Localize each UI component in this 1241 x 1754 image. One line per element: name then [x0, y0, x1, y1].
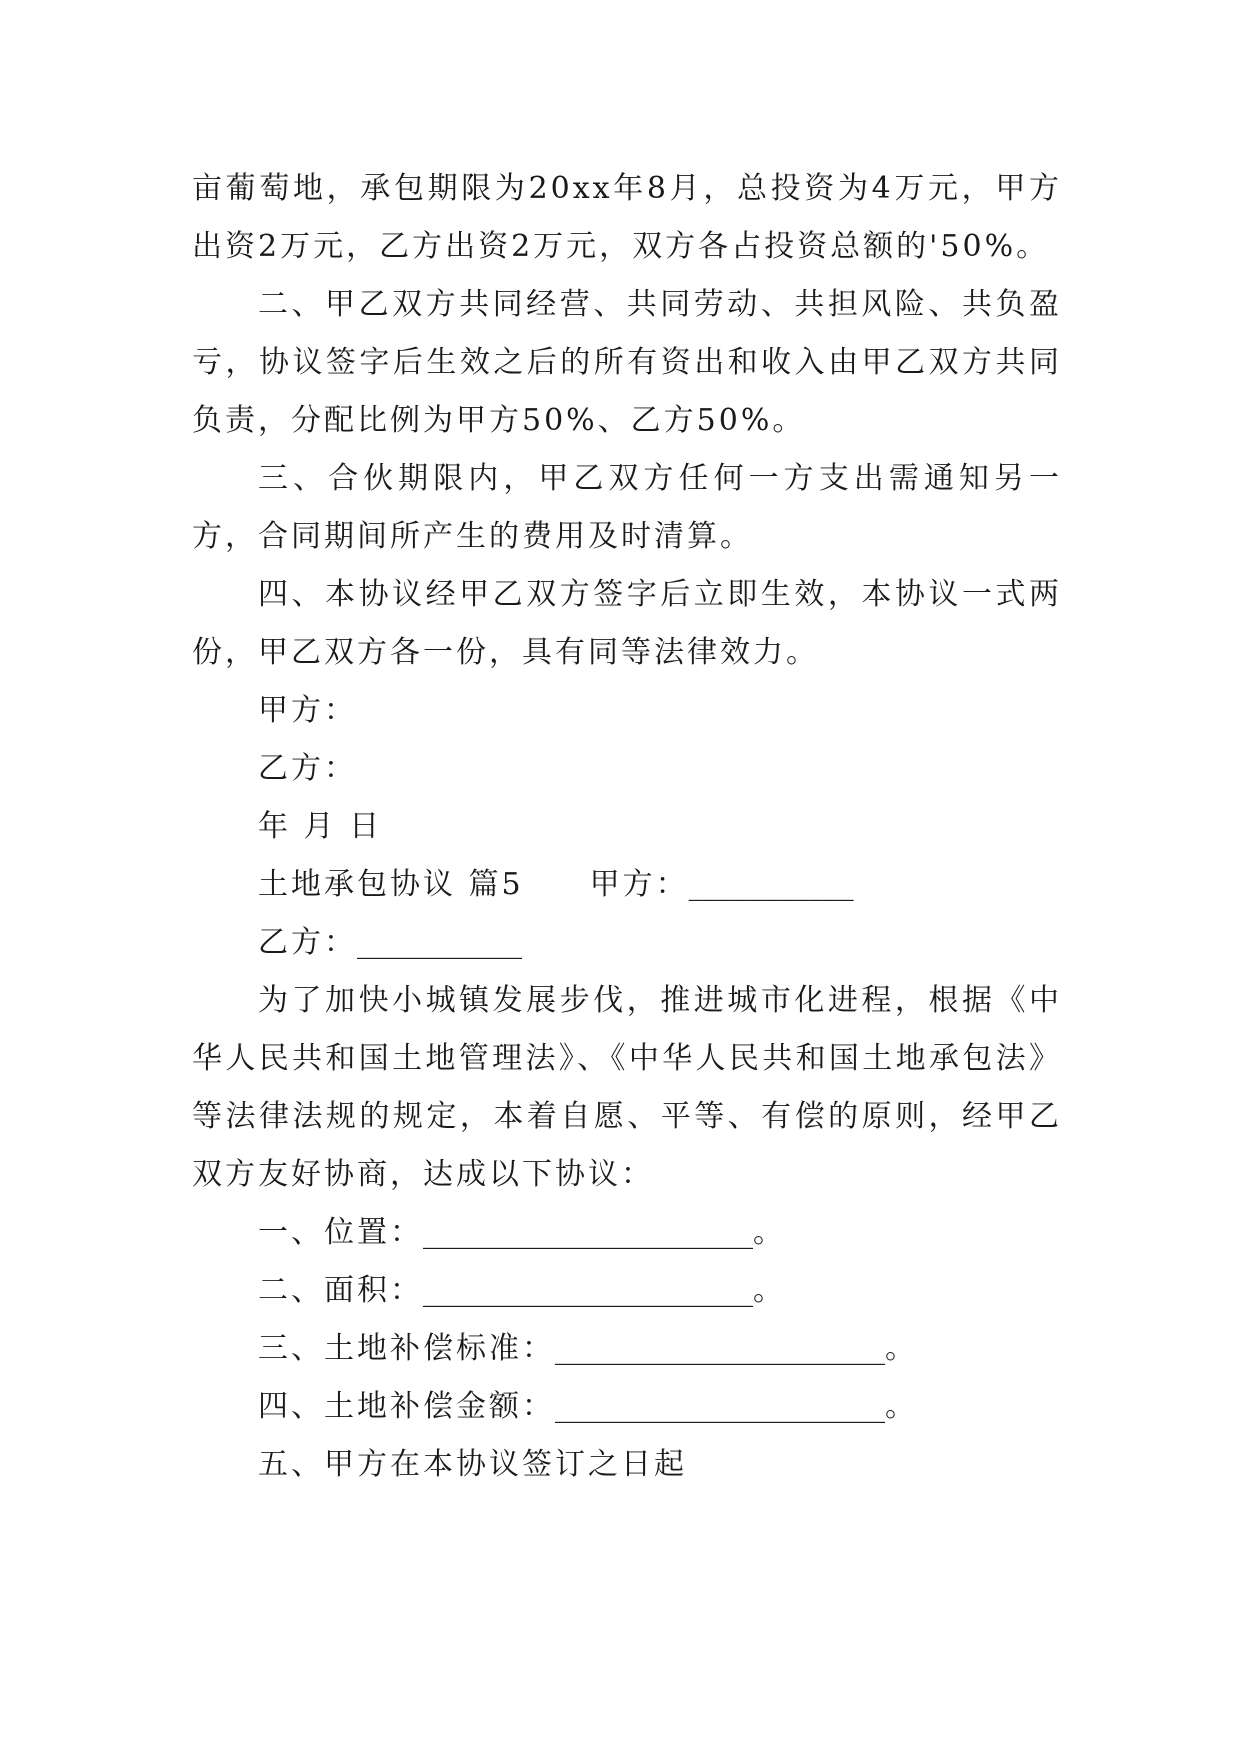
item-label: 二、面积：: [258, 1273, 423, 1308]
section-5-item-location: [192, 1204, 1062, 1262]
item-blank: ______________________: [423, 1215, 753, 1250]
item-end: 。: [753, 1215, 786, 1250]
signature-date: 年 月 日: [258, 809, 383, 844]
section-5-heading: 土地承包协议 篇5: [258, 867, 524, 902]
signature-party-a: 甲方：: [258, 693, 357, 728]
section-5-item-area: [192, 1262, 1062, 1320]
item-end: 。: [753, 1273, 786, 1308]
item-blank: ______________________: [555, 1389, 885, 1424]
paragraph-clause-4: 四、本协议经甲乙双方签字后立即生效，本协议一式两份，甲乙双方各一份，具有同等法律效力。: [192, 577, 1062, 670]
item-end: 。: [885, 1331, 918, 1366]
section-5-item-compensation-standard: [192, 1320, 1062, 1378]
paragraph-clause-2: 二、甲乙双方共同经营、共同劳动、共担风险、共负盈亏，协议签字后生效之后的所有资出和收入由甲乙双方共同负责，分配比例为甲方50%、乙方50%。: [192, 287, 1062, 438]
section-5-party-a-blank: ___________: [688, 867, 854, 902]
section-5-party-b-blank: ___________: [357, 925, 522, 960]
section-5-item-compensation-amount: [192, 1378, 1062, 1436]
item-blank: ______________________: [555, 1331, 885, 1366]
item-end: 。: [885, 1389, 918, 1424]
item-label: 一、位置：: [258, 1215, 423, 1250]
section-5-party-b-label: 乙方：: [258, 925, 357, 960]
document-body: [192, 160, 1062, 1494]
section-5-last-line: 五、甲方在本协议签订之日起: [258, 1447, 687, 1482]
section-5-party-b-line: [192, 914, 1062, 972]
item-label: 三、土地补偿标准：: [258, 1331, 555, 1366]
item-label: 四、土地补偿金额：: [258, 1389, 555, 1424]
paragraph-investment: 亩葡萄地，承包期限为20xx年8月，总投资为4万元，甲方出资2万元，乙方出资2万元，双方各占投资总额的'50%。: [192, 171, 1062, 264]
paragraph-clause-3: 三、合伙期限内，甲乙双方任何一方支出需通知另一方，合同期间所产生的费用及时清算。: [192, 461, 1062, 554]
item-blank: ______________________: [423, 1273, 753, 1308]
section-5-heading-line: [192, 856, 1062, 914]
section-5-intro: 为了加快小城镇发展步伐，推进城市化进程，根据《中华人民共和国土地管理法》、《中华人民共和国土地承包法》等法律法规的规定，本着自愿、平等、有偿的原则，经甲乙双方友好协商，达成以下协议：: [192, 983, 1062, 1192]
signature-party-b: 乙方：: [258, 751, 357, 786]
section-5-party-a-label: 甲方：: [589, 867, 689, 902]
